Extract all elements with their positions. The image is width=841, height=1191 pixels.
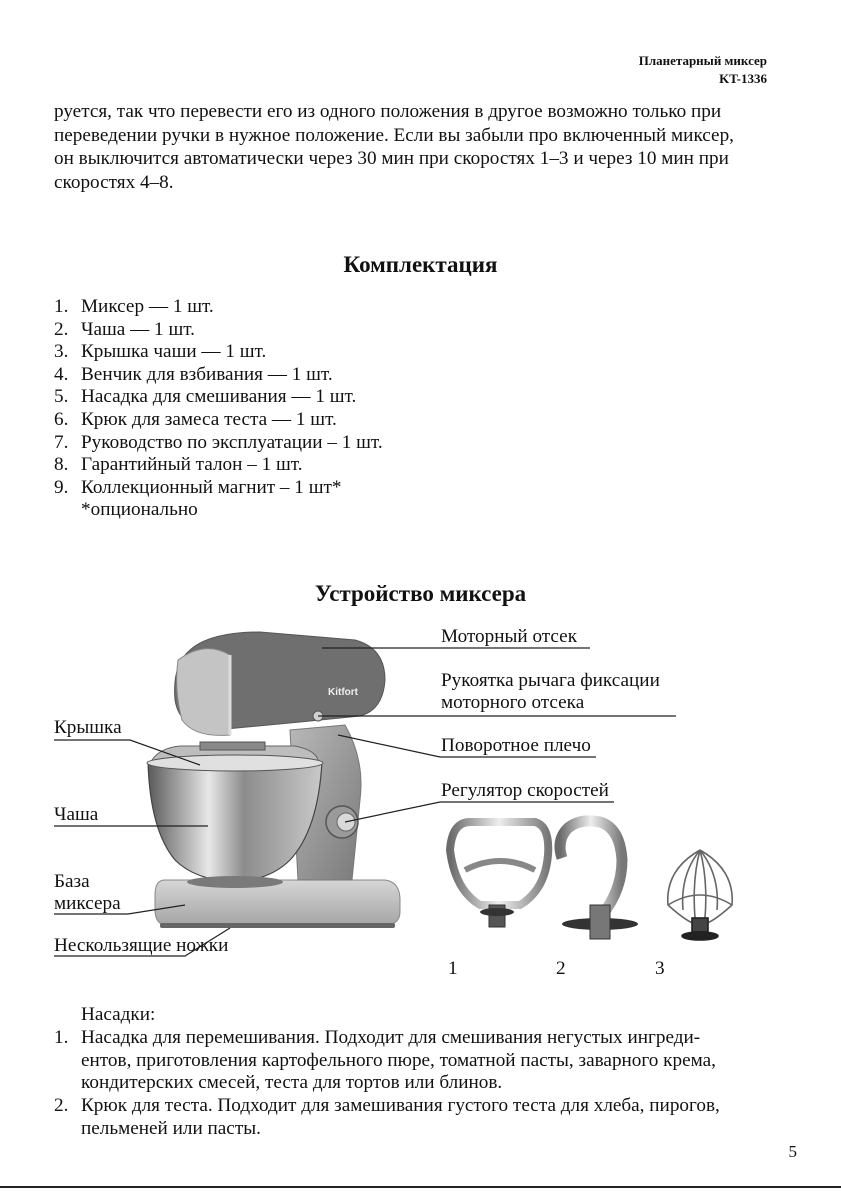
label-motor-compartment: Моторный отсек — [441, 626, 578, 647]
label-bowl: Чаша — [54, 804, 99, 825]
package-title: Комплектация — [343, 252, 498, 277]
whisk-attachment — [668, 850, 732, 940]
list-item: 1. Миксер — 1 шт. — [54, 296, 214, 317]
intro-line: скоростях 4–8. — [54, 171, 174, 193]
label-non-slip-feet: Нескользящие ножки — [54, 935, 229, 956]
list-item: 4. Венчик для взбивания — 1 шт. — [54, 363, 333, 385]
device-title: Устройство миксера — [314, 581, 527, 606]
speed-knob — [326, 806, 358, 838]
label-speed-control: Регулятор скоростей — [441, 780, 609, 801]
label-swivel-arm: Поворотное плечо — [441, 735, 591, 756]
page-number: 5 — [788, 1142, 797, 1161]
list-item: 1. Насадка для перемешивания. Подходит для смешивания негустых ингреди- ентов, приготовления картофельного пюре, томатной пасты, заварного крема, кондитерских смесей, теста для тортов или блинов. — [54, 1026, 716, 1094]
dough-hook-attachment — [560, 821, 638, 939]
label-base-line2: миксера — [54, 893, 121, 914]
header-model: KT-1336 — [719, 71, 767, 86]
brand-logo: Kitfort — [328, 687, 358, 698]
list-item: 2. Крюк для теста. Подходит для замешивания густого теста для хлеба, пирогов, пельменей или пасты. — [54, 1095, 720, 1139]
list-item: 8. Гарантийный талон – 1 шт. — [54, 454, 303, 476]
label-lock-lever-line2: моторного отсека — [441, 692, 585, 713]
header-product-type: Планетарный миксер — [638, 53, 767, 68]
label-lid: Крышка — [54, 717, 122, 738]
list-item: 3. Крышка чаши — 1 шт. — [54, 341, 267, 363]
list-item: 9. Коллекционный магнит – 1 шт* — [54, 476, 342, 498]
flat-beater-attachment — [450, 822, 548, 927]
attachments-description — [54, 1004, 784, 1141]
attachment-number: 3 — [655, 958, 665, 979]
optional-note: *опционально — [81, 499, 198, 521]
list-item: 7. Руководство по эксплуатации – 1 шт. — [54, 431, 383, 453]
attachment-number: 1 — [448, 958, 458, 979]
intro-line: руется, так что перевести его из одного положения в другое возможно только при — [54, 101, 722, 122]
mixer-base — [155, 880, 400, 928]
list-item: 5. Насадка для смешивания — 1 шт. — [54, 386, 357, 408]
bottom-divider — [0, 1186, 841, 1188]
label-lock-lever-line1: Рукоятка рычага фиксации — [441, 670, 660, 691]
mixer-bowl — [147, 755, 323, 888]
list-item: 6. Крюк для замеса теста — 1 шт. — [54, 408, 337, 430]
intro-line: он выключится автоматически через 30 мин при скоростях 1–3 и через 10 мин при — [54, 148, 729, 169]
attachments-heading: Насадки: — [81, 1004, 156, 1025]
attachment-number: 2 — [556, 958, 566, 979]
label-base-line1: База — [54, 871, 90, 892]
intro-line: переведении ручки в нужное положение. Если вы забыли про включенный миксер, — [54, 124, 734, 146]
list-item: 2. Чаша — 1 шт. — [54, 318, 195, 340]
